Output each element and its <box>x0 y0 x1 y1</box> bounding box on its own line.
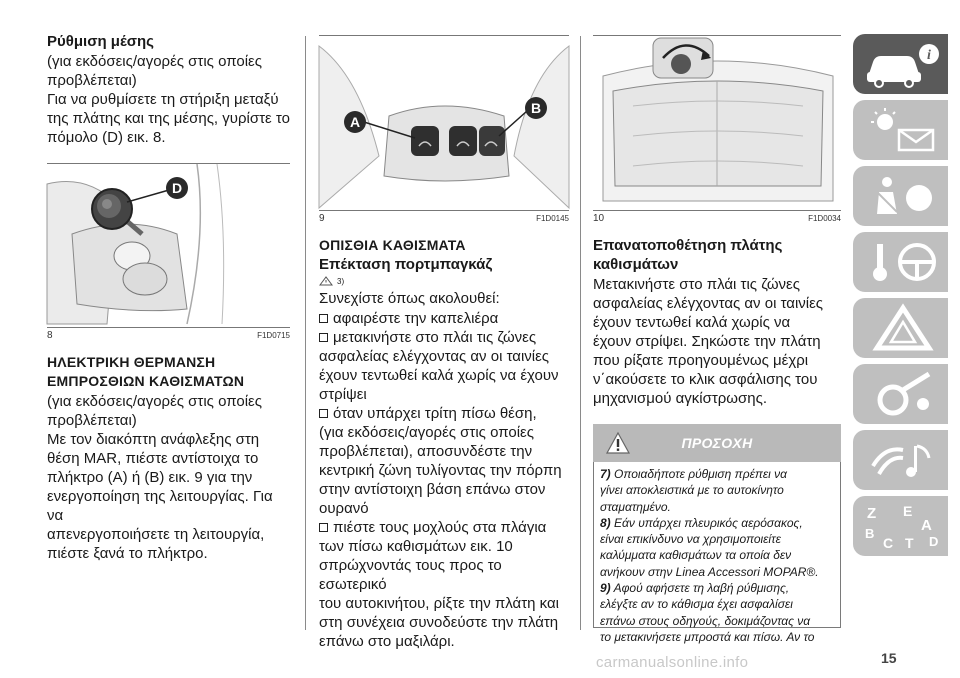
warning-title: ΠΡΟΣΟΧΗ <box>681 435 753 451</box>
svg-text:D: D <box>929 534 939 549</box>
figure-number: 10 <box>593 213 605 224</box>
figure-8 <box>47 163 290 341</box>
tab-maintenance[interactable] <box>853 364 948 424</box>
column-divider <box>305 36 306 630</box>
svg-text:C: C <box>883 535 894 551</box>
warning-item: 7) Οποιαδήποτε ρύθμιση πρέπει να <box>600 467 787 481</box>
figure-9 <box>319 35 569 224</box>
tab-media[interactable] <box>853 430 948 490</box>
tab-lights-message[interactable] <box>853 100 948 160</box>
svg-text:T: T <box>905 535 914 551</box>
section-heading: ΗΛΕΚΤΡΙΚΗ ΘΕΡΜΑΝΣΗ ΕΜΠΡΟΣΘΙΩΝ ΚΑΘΙΣΜΑΤΩΝ <box>47 354 245 389</box>
page-number: 15 <box>881 650 897 666</box>
column-3 <box>593 32 841 644</box>
bullet-list: αφαιρέστε την καπελιέρα μετακινήστε στο πλάι τις ζώνες ασφαλείας ελέγχοντας αν οι ταινίες έχουν τεντωθεί καλά χωρίς να έχουν στρίψει όταν υπάρχει τρίτη πίσω θέση, (για εκδόσεις/αγορές στις οποίες προβλέπεται), αποσυνδέστε την κεντρική ζώνη τυλίγοντας την πόρπη στην αντίστοιχη βάση επάνω στον ουρανό πιέστε τους μοχλούς στα πλάγια των πίσω καθισμάτων εικ. 10 σπρώχνοντάς τους προς το εσωτερικό του αυτοκινήτου, ρίξτε την πλάτη και στη συνέχεια συνοδεύστε την πλάτη επάνω στο μαξιλάρι. <box>319 309 569 651</box>
svg-text:i: i <box>927 48 931 63</box>
lumbar-knob-illustration <box>47 164 290 324</box>
tab-car-info[interactable] <box>853 34 948 94</box>
tab-emergency[interactable] <box>853 298 948 358</box>
column-divider <box>580 36 581 630</box>
figure-10 <box>593 35 841 224</box>
bullet-box-icon <box>319 333 328 342</box>
car-info-icon <box>863 40 943 88</box>
warning-item: 9) Αφού αφήσετε τη λαβή ρύθμισης, <box>600 581 790 596</box>
figure-code: F1D0145 <box>536 214 569 223</box>
bullet-box-icon <box>319 409 328 418</box>
tab-driving[interactable] <box>853 232 948 292</box>
warning-header <box>593 424 841 462</box>
lights-message-icon <box>863 106 943 154</box>
service-tools-icon <box>863 370 943 418</box>
warning-triangle-icon <box>863 304 943 352</box>
svg-text:Z: Z <box>867 505 877 522</box>
intro-text: Συνεχίστε όπως ακολουθεί: <box>319 290 500 307</box>
warning-item: 8) Εάν υπάρχει πλευρικός αερόσακος, <box>600 515 803 530</box>
column-2 <box>319 32 569 651</box>
bullet-box-icon <box>319 314 328 323</box>
svg-text:E: E <box>903 503 913 519</box>
tab-index[interactable] <box>853 496 948 556</box>
chapter-tabs <box>853 34 948 562</box>
figure-number: 8 <box>47 330 53 341</box>
figure-code: F1D0715 <box>257 331 290 340</box>
seat-heater-buttons-illustration <box>319 36 569 208</box>
column-1 <box>47 32 290 563</box>
media-settings-icon <box>863 436 943 484</box>
paragraph: Μετακινήστε στο πλάι τις ζώνες ασφαλείας ελέγχοντας αν οι ταινίες έχουν τεντωθεί καλά χωρίς να έχουν στρίψει. Σηκώστε την πλάτη που ρίξατε προηγουμένως μέχρι ν΄ακούσετε το κλικ ασφάλισης του μηχανισμού αγκίστρωσης. <box>593 276 824 407</box>
list-item: μετακινήστε στο πλάι τις ζώνες <box>319 328 569 347</box>
figure-number: 9 <box>319 213 325 224</box>
warning-book-icon <box>319 276 333 286</box>
section-heading: Επανατοποθέτηση πλάτης καθισμάτων <box>593 237 783 273</box>
section-subtitle: Επέκταση πορτμπαγκάζ <box>319 256 493 273</box>
bullet-box-icon <box>319 523 328 532</box>
svg-text:B: B <box>865 526 875 541</box>
warning-box: 7) Οποιαδήποτε ρύθμιση πρέπει να γίνει αποκλειστικά με το αυτοκίνητο σταματημένο. 8) Εάν υπάρχει πλευρικός αερόσακος, είναι επικίνδυνο να χρησιμοποιείτε καλύμματα καθισμάτων τα οποία δεν ανήκουν στην Linea Accessori MOPAR®. 9) Αφού αφήσετε τη λαβή ρύθμισης, ελέγξτε αν το κάθισμα έχει ασφαλίσει επάνω στους οδηγούς, δοκιμάζοντας να το μετακινήσετε μπροστά και πίσω. Αν το <box>593 462 841 628</box>
paragraph: (για εκδόσεις/αγορές στις οποίες προβλέπεται) Για να ρυθμίσετε τη στήριξη μεταξύ της πλάτης και της μέσης, γυρίστε το πόμολο (D) εικ. 8. <box>47 53 290 146</box>
rear-seat-illustration <box>593 36 841 208</box>
fig-label-b: B <box>530 100 542 116</box>
watermark: carmanualsonline.info <box>596 654 749 671</box>
fig-label-a: A <box>349 114 361 130</box>
section-title: Ρύθμιση μέσης <box>47 33 154 50</box>
svg-text:A: A <box>921 517 932 534</box>
list-item: όταν υπάρχει τρίτη πίσω θέση, <box>319 404 569 423</box>
tab-safety[interactable] <box>853 166 948 226</box>
section-heading: ΟΠΙΣΘΙΑ ΚΑΘΙΣΜΑΤΑ <box>319 237 466 253</box>
airbag-seatbelt-icon <box>863 172 943 220</box>
key-steering-icon <box>863 238 943 286</box>
figure-code: F1D0034 <box>808 214 841 223</box>
list-item: πιέστε τους μοχλούς στα πλάγια <box>319 518 569 537</box>
fig-label-d: D <box>171 180 183 196</box>
list-item: αφαιρέστε την καπελιέρα <box>319 309 569 328</box>
paragraph: (για εκδόσεις/αγορές στις οποίες προβλέπεται) Με τον διακόπτη ανάφλεξης στη θέση MAR, πιέστε αντίστοιχα το πλήκτρο (A) ή (B) εικ. 9 για την ενεργοποίηση της λειτουργίας. Για να απενεργοποιήσετε τη λειτουργία, πιέστε ξανά το πλήκτρο. <box>47 393 273 562</box>
note-reference: 3) <box>319 276 569 286</box>
alphabet-index-icon <box>863 502 943 550</box>
